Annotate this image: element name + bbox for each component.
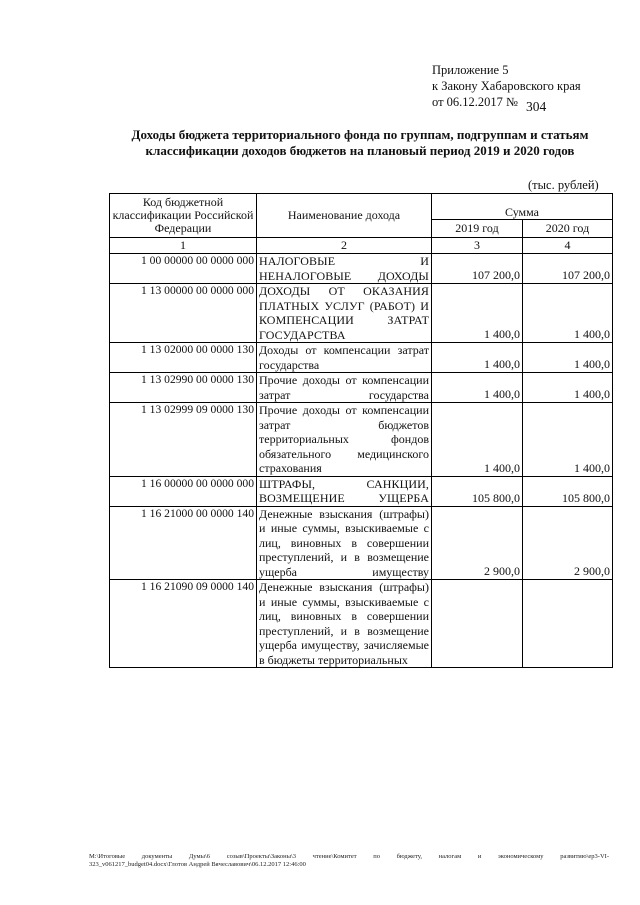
document-title-line2: классификации доходов бюджетов на плановый период 2019 и 2020 годов — [145, 143, 575, 158]
row-2020: 105 800,0 — [523, 476, 613, 506]
document-title-line1: Доходы бюджета территориального фонда по группам, подгруппам и статьям — [131, 127, 589, 142]
row-code: 1 13 02990 00 0000 130 — [110, 373, 257, 403]
table-row — [110, 506, 613, 580]
file-path-footer — [89, 853, 609, 869]
row-name: Денежные взыскания (штрафы) и иные суммы, взыскиваемые с лиц, виновных в совершении преступлений, и в возмещение ущерба имуществу, зачисляемые в бюджеты территориальных — [257, 580, 432, 668]
index-cell: 1 — [110, 238, 257, 254]
row-code: 1 13 02000 00 0000 130 — [110, 343, 257, 373]
header-year-2019: 2019 год — [432, 219, 523, 237]
row-name: ШТРАФЫ, САНКЦИИ, ВОЗМЕЩЕНИЕ УЩЕРБА — [257, 476, 432, 506]
row-2019: 2 900,0 — [432, 506, 523, 580]
row-2019 — [432, 580, 523, 668]
row-2019: 105 800,0 — [432, 476, 523, 506]
row-2020: 1 400,0 — [523, 343, 613, 373]
table-row — [110, 343, 613, 373]
row-code: 1 16 21000 00 0000 140 — [110, 506, 257, 580]
revenue-table — [109, 193, 613, 668]
appendix-date — [432, 94, 581, 114]
row-name: ДОХОДЫ ОТ ОКАЗАНИЯ ПЛАТНЫХ УСЛУГ (РАБОТ) И КОМПЕНСАЦИИ ЗАТРАТ ГОСУДАРСТВА — [257, 284, 432, 343]
row-code: 1 13 02999 09 0000 130 — [110, 403, 257, 477]
row-name: НАЛОГОВЫЕ И НЕНАЛОГОВЫЕ ДОХОДЫ — [257, 254, 432, 284]
row-code: 1 16 21090 09 0000 140 — [110, 580, 257, 668]
row-2019: 1 400,0 — [432, 403, 523, 477]
header-code: Код бюджетной классификации Российской Федерации — [110, 194, 257, 238]
units-label: (тыс. рублей) — [528, 178, 599, 192]
row-2020: 2 900,0 — [523, 506, 613, 580]
row-name: Прочие доходы от компенсации затрат бюджетов территориальных фондов обязательного медицинского страхования — [257, 403, 432, 477]
index-row — [110, 238, 613, 254]
table-row — [110, 580, 613, 668]
row-name: Доходы от компенсации затрат государства — [257, 343, 432, 373]
row-code: 1 13 00000 00 0000 000 — [110, 284, 257, 343]
footer-line1: M:\Итоговые документы Думы\6 созыв\Проекты\Законы\3 чтение\Комитет по бюджету, налогам и экономическому развитию\ер3-VI- — [89, 853, 609, 860]
index-cell: 3 — [432, 238, 523, 254]
table-row — [110, 284, 613, 343]
table-row — [110, 476, 613, 506]
document-title — [100, 127, 620, 159]
row-2019: 1 400,0 — [432, 284, 523, 343]
appendix-label: Приложение 5 — [432, 63, 509, 77]
table-row — [110, 373, 613, 403]
row-name: Денежные взыскания (штрафы) и иные суммы, взыскиваемые с лиц, виновных в совершении преступлений, и в возмещение ущерба имуществу — [257, 506, 432, 580]
row-2019: 107 200,0 — [432, 254, 523, 284]
row-2020 — [523, 580, 613, 668]
header-name: Наименование дохода — [257, 194, 432, 238]
row-2020: 1 400,0 — [523, 284, 613, 343]
footer-line2: 323_v061217_budget04.docx\Глотов Андрей Вячеславович\06.12.2017 12:46:00 — [89, 861, 306, 868]
table-row — [110, 254, 613, 284]
appendix-law: к Закону Хабаровского края — [432, 79, 581, 93]
index-cell: 2 — [257, 238, 432, 254]
row-2019: 1 400,0 — [432, 373, 523, 403]
appendix-block — [432, 62, 581, 114]
row-code: 1 16 00000 00 0000 000 — [110, 476, 257, 506]
header-sum: Сумма — [432, 194, 613, 220]
row-2020: 1 400,0 — [523, 403, 613, 477]
appendix-number: 304 — [525, 99, 547, 114]
row-name: Прочие доходы от компенсации затрат государства — [257, 373, 432, 403]
row-code: 1 00 00000 00 0000 000 — [110, 254, 257, 284]
row-2020: 107 200,0 — [523, 254, 613, 284]
appendix-date-label: от 06.12.2017 № — [432, 95, 518, 109]
header-year-2020: 2020 год — [523, 219, 613, 237]
index-cell: 4 — [523, 238, 613, 254]
table-row — [110, 403, 613, 477]
row-2020: 1 400,0 — [523, 373, 613, 403]
row-2019: 1 400,0 — [432, 343, 523, 373]
